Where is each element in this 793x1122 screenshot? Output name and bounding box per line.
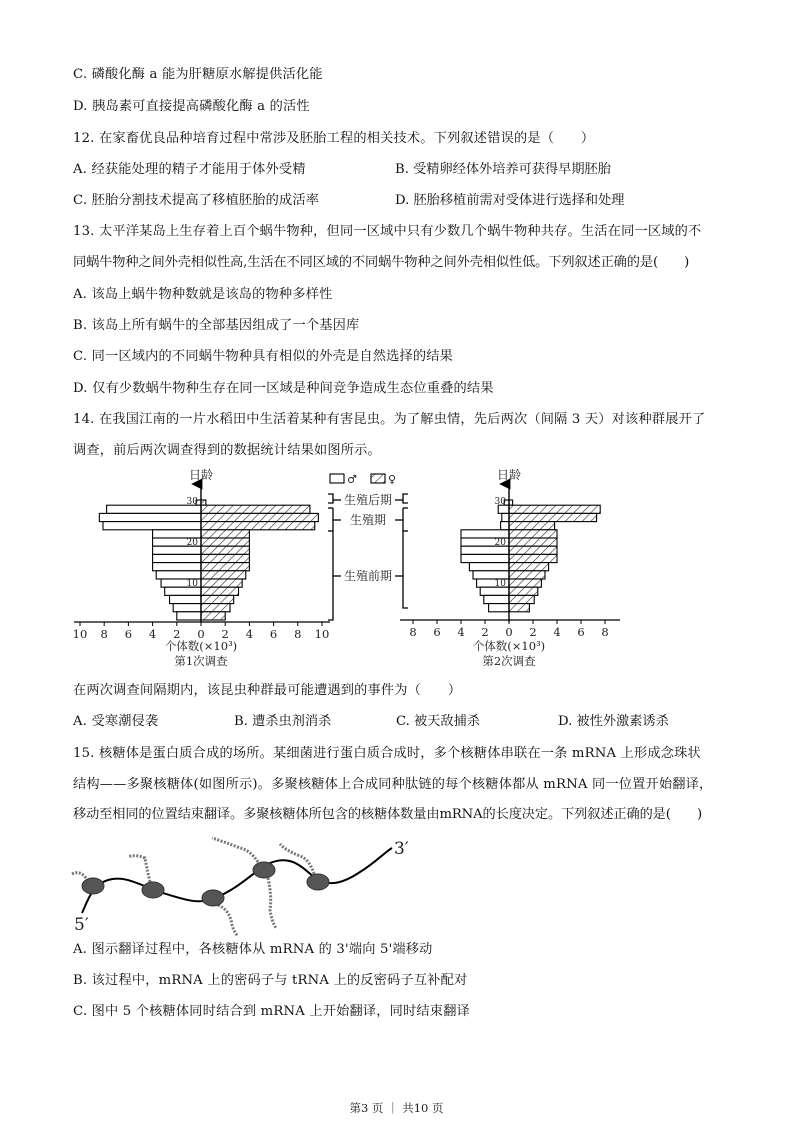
y-tick-label: 20 — [186, 538, 198, 549]
x-tick-label: 8 — [294, 627, 302, 641]
q14-stem-line2: 调查，前后两次调查得到的数据统计结果如图所示。 — [73, 443, 381, 458]
legend-female-swatch — [371, 474, 385, 483]
chart-2-title: 第2次调查 — [482, 654, 536, 668]
y-tick-label: 10 — [186, 579, 198, 590]
ribosome-icon — [142, 882, 164, 898]
x-tick-label: 0 — [505, 625, 513, 639]
y-tick-label: 20 — [494, 538, 506, 549]
q14-option-b: B. 遭杀虫剂消杀 — [234, 714, 332, 729]
x-tick-label: 2 — [529, 625, 537, 639]
polyribosome-figure — [0, 830, 793, 940]
chart-1 — [73, 467, 330, 668]
female-bar-20 — [201, 538, 249, 546]
q14-option-c: C. 被天敌捕杀 — [396, 714, 480, 729]
female-bar-24 — [201, 522, 315, 530]
q12-option-d: D. 胚胎移植前需对受体进行选择和处理 — [395, 193, 625, 208]
female-bar-14 — [509, 563, 549, 571]
q14-question: 在两次调查间隔期内，该昆虫种群最可能遭遇到的事件为（ ） — [73, 683, 462, 698]
x-tick-label: 0 — [197, 627, 205, 641]
ribosomes — [72, 838, 329, 936]
female-bar-16 — [201, 554, 249, 562]
y-tick-label: 30 — [186, 497, 198, 508]
x-tick-label: 2 — [481, 625, 489, 639]
q12-option-b: B. 受精卵经体外培养可获得早期胚胎 — [395, 162, 611, 177]
x-tick-label: 8 — [601, 625, 609, 639]
female-bar-28 — [509, 505, 600, 513]
mrna-3prime-label: 3′ — [394, 839, 409, 859]
x-tick-label: 4 — [245, 627, 254, 641]
chart-2-x-ticks — [409, 620, 608, 639]
female-bar-2 — [201, 612, 225, 620]
chart-2-bars — [461, 500, 600, 612]
male-bar-26 — [502, 513, 509, 521]
y-tick-label: 10 — [494, 579, 506, 590]
male-bar-14 — [153, 563, 201, 571]
female-bar-6 — [201, 595, 234, 603]
male-bar-16 — [153, 554, 201, 562]
female-bar-8 — [509, 587, 538, 595]
mrna-strand — [82, 848, 392, 913]
x-tick-label: 2 — [221, 627, 229, 641]
male-bar-12 — [156, 571, 201, 579]
female-bar-26 — [509, 513, 597, 521]
male-bar-24 — [103, 522, 201, 530]
female-bar-20 — [509, 538, 557, 546]
mrna-5prime-label: 5′ — [74, 915, 89, 935]
page-footer: 第3 页 ｜ 共10 页 — [349, 1101, 444, 1115]
q15-stem-line1: 15. 核糖体是蛋白质合成的场所。某细菌进行蛋白质合成时，多个核糖体串联在一条 mRNA 上形成念珠状 — [73, 746, 701, 761]
x-tick-label: 10 — [314, 627, 330, 641]
male-bar-22 — [153, 530, 201, 538]
female-bar-18 — [509, 546, 557, 554]
male-bar-26 — [99, 513, 201, 521]
female-bar-14 — [201, 563, 249, 571]
q13-option-d: D. 仅有少数蜗牛物种生存在同一区域是种间竞争造成生态位重叠的结果 — [73, 381, 494, 396]
ribosome-icon — [82, 878, 104, 894]
chart-2 — [400, 467, 620, 668]
male-bar-22 — [461, 530, 509, 538]
male-bar-2 — [177, 612, 201, 620]
female-bar-12 — [201, 571, 246, 579]
legend-female-label: ♀ — [388, 473, 397, 486]
q12-stem: 12. 在家畜优良品种培育过程中常涉及胚胎工程的相关技术。下列叙述错误的是（ ） — [73, 131, 595, 146]
ribosome-icon — [202, 890, 224, 906]
peptide-chain — [280, 844, 314, 874]
male-bar-4 — [489, 604, 509, 612]
female-bar-22 — [201, 530, 249, 538]
q14-option-a: A. 受寒潮侵袭 — [73, 714, 159, 729]
q15-stem-line3: 移动至相同的位置结束翻译。多聚核糖体所包含的核糖体数量由mRNA的长度决定。下列叙述正确的是( ) — [73, 807, 703, 822]
legend-male-label: ♂ — [347, 473, 357, 486]
male-bar-24 — [501, 522, 509, 530]
x-tick-label: 10 — [72, 627, 88, 641]
female-bar-10 — [201, 579, 242, 587]
q11-option-d: D. 胰岛素可直接提高磷酸化酶 a 的活性 — [73, 99, 310, 114]
q15-option-a: A. 图示翻译过程中，各核糖体从 mRNA 的 3'端向 5'端移动 — [73, 942, 433, 957]
legend — [330, 473, 396, 486]
female-bar-26 — [201, 513, 318, 521]
ribosome-icon — [253, 862, 275, 878]
male-bar-4 — [173, 604, 201, 612]
legend-male-swatch — [330, 474, 344, 483]
q13-stem-line1: 13. 太平洋某岛上生存着上百个蜗牛物种，但同一区域中只有少数几个蜗牛物种共存。生活在同一区域的不 — [73, 224, 702, 239]
x-tick-label: 8 — [409, 625, 417, 639]
female-bar-24 — [509, 522, 555, 530]
peptide-chain — [212, 838, 276, 928]
x-tick-label: 8 — [100, 627, 108, 641]
female-bar-30 — [201, 500, 206, 505]
female-bar-28 — [201, 505, 310, 513]
y-tick-label: 30 — [494, 497, 506, 508]
chart-1-xlabel: 个体数(×10³) — [164, 639, 238, 653]
male-bar-6 — [484, 595, 509, 603]
q13-option-b: B. 该岛上所有蜗牛的全部基因组成了一个基因库 — [73, 318, 360, 333]
chart-2-ylabel: 日龄 — [496, 468, 522, 482]
stage-label-reproductive: 生殖期 — [349, 513, 387, 527]
x-tick-label: 6 — [124, 627, 133, 641]
q13-option-a: A. 该岛上蜗牛物种数就是该岛的物种多样性 — [73, 287, 333, 302]
female-bar-18 — [201, 546, 249, 554]
x-tick-label: 4 — [148, 627, 157, 641]
female-bar-4 — [509, 604, 529, 612]
female-bar-10 — [509, 579, 541, 587]
chart-1-ylabel: 日龄 — [188, 468, 214, 482]
q15-option-b: B. 该过程中，mRNA 上的密码子与 tRNA 上的反密码子互补配对 — [73, 973, 468, 988]
x-tick-label: 4 — [457, 625, 465, 639]
female-bar-16 — [509, 554, 557, 562]
ribosome-icon — [307, 874, 329, 890]
q13-option-c: C. 同一区域内的不同蜗牛物种具有相似的外壳是自然选择的结果 — [73, 349, 454, 364]
chart-2-xlabel: 个体数(×10³) — [472, 639, 546, 653]
male-bar-16 — [461, 554, 509, 562]
stage-label-post-reproductive: 生殖后期 — [343, 493, 393, 507]
male-bar-12 — [473, 571, 509, 579]
q14-option-d: D. 被性外激素诱杀 — [558, 714, 669, 729]
peptide-chain — [72, 873, 86, 878]
male-bar-14 — [469, 563, 509, 571]
peptide-chain — [218, 905, 238, 936]
q15-option-c: C. 图中 5 个核糖体同时结合到 mRNA 上开始翻译，同时结束翻译 — [73, 1004, 470, 1019]
female-bar-6 — [509, 595, 534, 603]
q12-option-c: C. 胚胎分割技术提高了移植胚胎的成活率 — [73, 193, 320, 208]
female-bar-22 — [509, 530, 557, 538]
q11-option-c: C. 磷酸化酶 a 能为肝糖原水解提供活化能 — [73, 67, 323, 82]
q14-stem-line1: 14. 在我国江南的一片水稻田中生活着某种有害昆虫。为了解虫情，先后两次（间隔 3 天）对该种群展开了 — [73, 412, 706, 427]
female-bar-8 — [201, 587, 239, 595]
q12-option-a: A. 经获能处理的精子才能用于体外受精 — [73, 162, 306, 177]
x-tick-label: 6 — [577, 625, 585, 639]
peptide-chain — [128, 856, 150, 882]
male-bar-6 — [170, 595, 201, 603]
chart-1-title: 第1次调查 — [174, 654, 228, 668]
x-tick-label: 2 — [173, 627, 181, 641]
x-tick-label: 6 — [269, 627, 278, 641]
female-bar-4 — [201, 604, 230, 612]
q15-stem-line2: 结构——多聚核糖体(如图所示)。多聚核糖体上合成同种肽链的每个核糖体都从 mRNA 同一位置开始翻译， — [73, 777, 713, 792]
q13-stem-line2: 同蜗牛物种之间外壳相似性高,生活在不同区域的不同蜗牛物种之间外壳相似性低。下列叙述正确的是( ) — [73, 255, 690, 270]
stage-label-pre-reproductive: 生殖前期 — [343, 569, 393, 583]
chart-1-bars — [99, 500, 318, 620]
x-tick-label: 6 — [433, 625, 441, 639]
female-bar-12 — [509, 571, 545, 579]
x-tick-label: 4 — [553, 625, 561, 639]
